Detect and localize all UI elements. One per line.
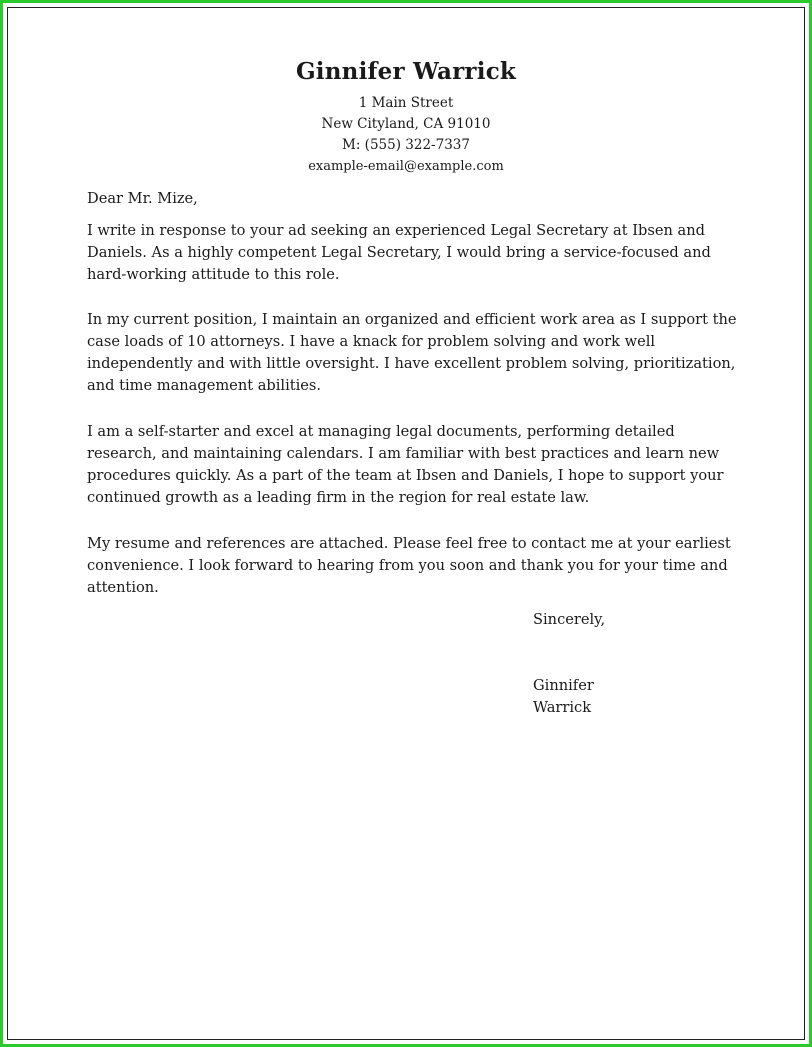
paragraph-1: I write in response to your ad seeking an experienced Legal Secretary at Ibsen and Daniels. As a highly competent Legal Secretary, I would bring a service-focused and hard-working attitude to this role.: [87, 222, 711, 283]
signature-first-name: Ginnifer: [533, 677, 594, 694]
sender-name: Ginnifer Warrick: [295, 58, 517, 85]
sender-phone: M: (555) 322-7337: [342, 137, 470, 153]
paragraph-2: In my current position, I maintain an organized and efficient work area as I support the case loads of 10 attorneys. I have a knack for problem solving and work well independently and with little oversight. I have excellent problem solving, prioritization, and time management abilities.: [87, 311, 737, 394]
sender-city-state-zip: New Cityland, CA 91010: [321, 116, 491, 132]
sender-street: 1 Main Street: [358, 95, 454, 111]
paragraph-4: My resume and references are attached. Please feel free to contact me at your earliest convenience. I look forward to hearing from you soon and thank you for your time and attention.: [87, 535, 731, 596]
paragraph-3: I am a self-starter and excel at managing legal documents, performing detailed research, and maintaining calendars. I am familiar with best practices and learn new procedures quickly. As a part of the team at Ibsen and Daniels, I hope to support your continued growth as a leading firm in the region for real estate law.: [87, 423, 724, 506]
sender-email: example-email@example.com: [308, 159, 504, 174]
salutation: Dear Mr. Mize,: [87, 190, 198, 207]
signature-last-name: Warrick: [533, 699, 592, 716]
closing: Sincerely,: [533, 611, 606, 628]
